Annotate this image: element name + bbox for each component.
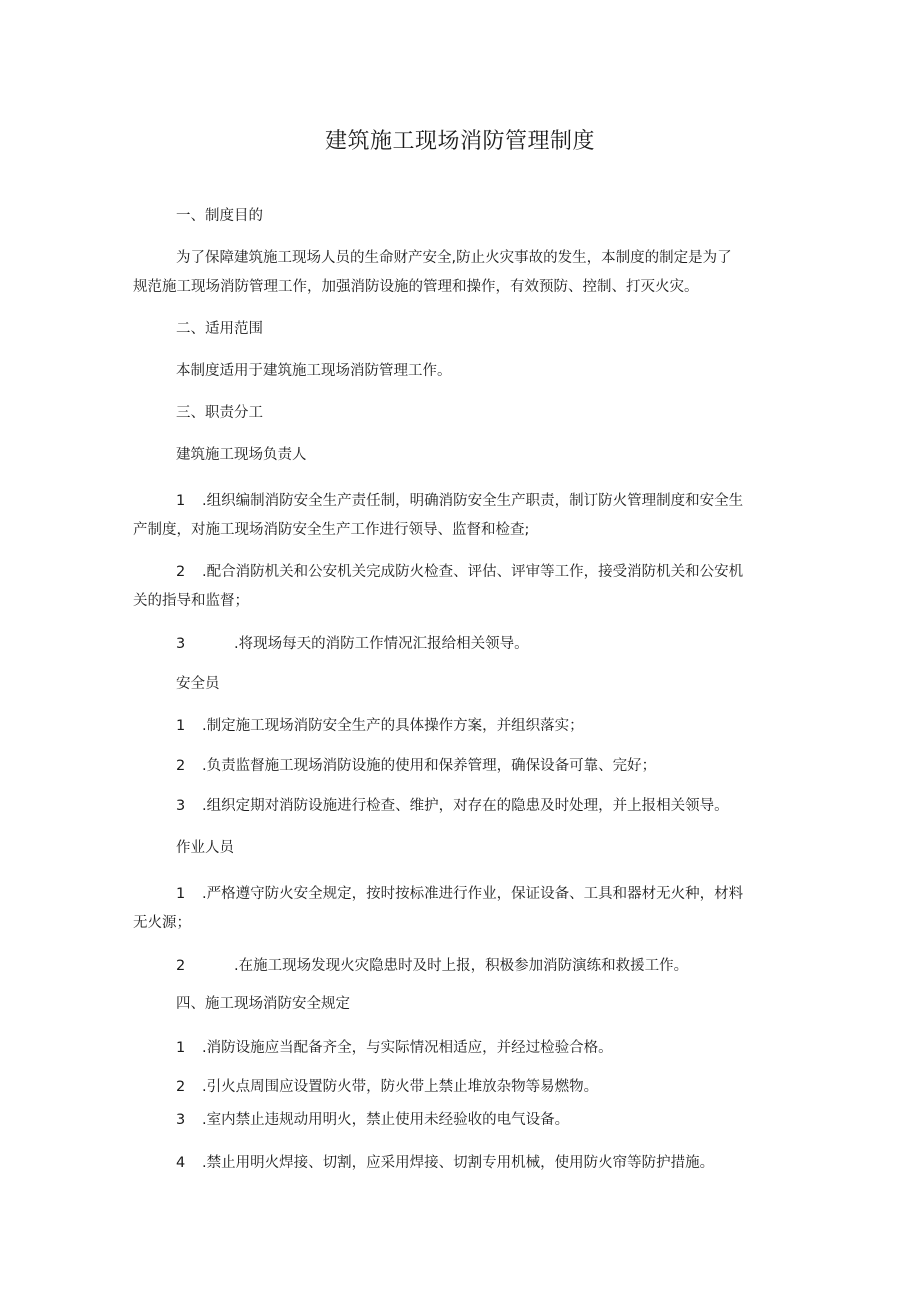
list-item-number: 2 [176,564,186,580]
section-heading-fire-rules: 四、施工现场消防安全规定 [176,996,350,1012]
list-item-text: .在施工现场发现火灾隐患时及时上报，积极参加消防演练和救援工作。 [234,958,689,974]
purpose-paragraph-line-1: 为了保障建筑施工现场人员的生命财产安全,防止火灾事故的发生，本制度的制定是为了 [176,250,732,266]
list-item [176,562,743,582]
list-item-number: 1 [176,886,186,902]
purpose-paragraph-line-2: 规范施工现场消防管理工作，加强消防设施的管理和操作，有效预防、控制、打灭火灾。 [133,279,699,295]
list-item [176,1153,714,1173]
list-item-text: .禁止用明火焊接、切割，应采用焊接、切割专用机械，使用防火帘等防护措施。 [202,1155,715,1171]
list-item-number: 1 [176,493,186,509]
list-item-number: 1 [176,1040,186,1056]
list-item [176,1110,569,1130]
list-item-text: .将现场每天的消防工作情况汇报给相关领导。 [234,636,529,652]
list-item-continuation: 无火源； [133,915,191,931]
list-item-number: 3 [176,1112,186,1128]
list-item-text: .组织编制消防安全生产责任制，明确消防安全生产职责，制订防火管理制度和安全生 [202,493,744,509]
list-item-text: .配合消防机关和公安机关完成防火检查、评估、评审等工作，接受消防机关和公安机 [202,564,744,580]
document-title: 建筑施工现场消防管理制度 [324,129,595,154]
list-item-number: 1 [176,718,186,734]
list-item-text: .引火点周围应设置防火带，防火带上禁止堆放杂物等易燃物。 [202,1079,599,1095]
list-item [176,956,688,976]
list-item-number: 2 [176,1079,186,1095]
list-item [176,491,743,511]
scope-paragraph: 本制度适用于建筑施工现场消防管理工作。 [176,363,452,379]
section-heading-scope: 二、适用范围 [176,321,263,337]
role-heading-site-manager: 建筑施工现场负责人 [176,447,307,463]
list-item-number: 3 [176,636,186,652]
list-item [176,1038,613,1058]
list-item [176,796,729,816]
list-item-number: 2 [176,958,186,974]
list-item-text: .组织定期对消防设施进行检查、维护，对存在的隐患及时处理，并上报相关领导。 [202,798,729,814]
list-item-number: 2 [176,758,186,774]
list-item [176,1077,598,1097]
role-heading-safety-officer: 安全员 [176,676,220,692]
list-item-text: .严格遵守防火安全规定，按时按标准进行作业，保证设备、工具和器材无火种，材料 [202,886,744,902]
section-heading-purpose: 一、制度目的 [176,208,263,224]
list-item-number: 4 [176,1155,186,1171]
role-heading-workers: 作业人员 [176,840,234,856]
list-item-text: .负责监督施工现场消防设施的使用和保养管理，确保设备可靠、完好； [202,758,657,774]
list-item-text: .室内禁止违规动用明火，禁止使用未经验收的电气设备。 [202,1112,570,1128]
list-item [176,756,656,776]
list-item [176,884,743,904]
list-item-continuation: 产制度，对施工现场消防安全生产工作进行领导、监督和检查; [133,522,530,538]
list-item-continuation: 关的指导和监督； [133,593,249,609]
list-item-text: .消防设施应当配备齐全，与实际情况相适应，并经过检验合格。 [202,1040,613,1056]
list-item [176,716,584,736]
section-heading-duties: 三、职责分工 [176,405,263,421]
list-item [176,634,529,654]
list-item-text: .制定施工现场消防安全生产的具体操作方案，并组织落实； [202,718,584,734]
list-item-number: 3 [176,798,186,814]
